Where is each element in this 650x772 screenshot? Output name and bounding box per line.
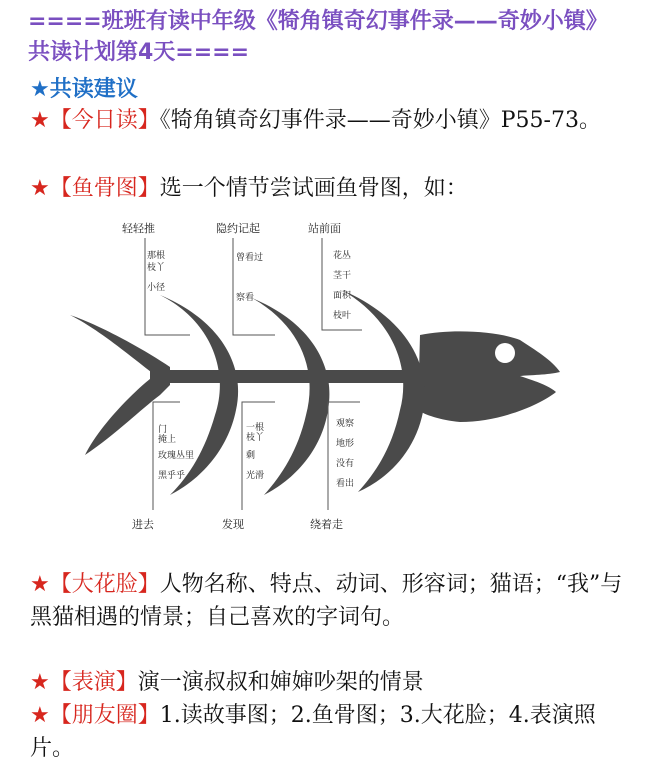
branch-note: 剩 (246, 451, 256, 461)
item-moments (30, 699, 630, 765)
fish-rib (252, 298, 329, 495)
star-icon: ★ (30, 703, 50, 728)
item-text: 演一演叔叔和婶婶吵架的情景 (137, 670, 424, 695)
fish-rib (342, 290, 425, 492)
star-icon: ★ (30, 670, 50, 695)
branch-head: 绕着走 (310, 518, 343, 531)
branch-note: 面积 (333, 291, 352, 301)
branch-head: 站前面 (308, 222, 341, 235)
item-text: 选一个情节尝试画鱼骨图，如： (159, 176, 468, 201)
item-big-face (30, 568, 630, 634)
item-text: 人物名称、特点、动词、形容词；猫语；“我”与黑猫相遇的情景；自己喜欢的字词句。 (30, 572, 623, 630)
fish-head (418, 331, 560, 422)
star-icon: ★ (30, 108, 50, 133)
fishbone-diagram (60, 210, 565, 540)
branch-head: 发现 (222, 518, 244, 531)
branch-note: 掩上 (158, 435, 177, 445)
branch-note: 没有 (336, 459, 355, 469)
item-tag: 【表演】 (49, 670, 138, 695)
section-heading (30, 72, 138, 103)
branch-head: 轻轻推 (122, 222, 155, 235)
branch-note: 门 (158, 425, 168, 435)
branch-note: 察看 (236, 293, 255, 303)
item-tag: 【大花脸】 (49, 572, 160, 597)
item-tag: 【今日读】 (49, 108, 160, 133)
branch-note: 黑乎乎 (158, 471, 186, 481)
branch-note: 枝丫 (246, 433, 265, 443)
branch-note: 枝丫 (147, 263, 166, 273)
star-icon: ★ (30, 176, 50, 201)
fish-eye (495, 343, 515, 363)
branch-note: 茎干 (333, 271, 352, 281)
branch-note: 枝叶 (333, 311, 352, 321)
branch-note: 观察 (336, 419, 355, 429)
branch-note: 那根 (147, 251, 166, 261)
item-tag: 【鱼骨图】 (49, 176, 160, 201)
star-icon: ★ (30, 77, 50, 102)
branch-note: 玫瑰丛里 (158, 451, 195, 461)
item-text: 《犄角镇奇幻事件录——奇妙小镇》P55-73。 (159, 108, 601, 133)
branch-note: 一根 (246, 423, 265, 433)
branch-note: 小径 (147, 283, 166, 293)
branch-head: 隐约记起 (216, 222, 260, 235)
branch-note: 花丛 (333, 251, 352, 261)
branch-note: 光滑 (246, 471, 265, 481)
item-text: 1.读故事图；2.鱼骨图；3.大花脸；4.表演照片。 (30, 703, 596, 761)
branch-head: 进去 (132, 518, 154, 531)
item-tag: 【朋友圈】 (49, 703, 160, 728)
item-today-read (30, 104, 630, 137)
star-icon: ★ (30, 572, 50, 597)
fish-rib (160, 295, 238, 495)
fish-tail (70, 315, 170, 455)
section-label: 共读建议 (49, 77, 138, 102)
plan-title: ====班班有读中年级《犄角镇奇幻事件录——奇妙小镇》共读计划第4天==== (28, 9, 608, 65)
item-perform (30, 666, 630, 699)
branch-note: 地形 (336, 439, 355, 449)
branch-note: 曾看过 (236, 253, 264, 263)
item-fishbone (30, 172, 630, 205)
branch-note: 看出 (336, 479, 355, 489)
